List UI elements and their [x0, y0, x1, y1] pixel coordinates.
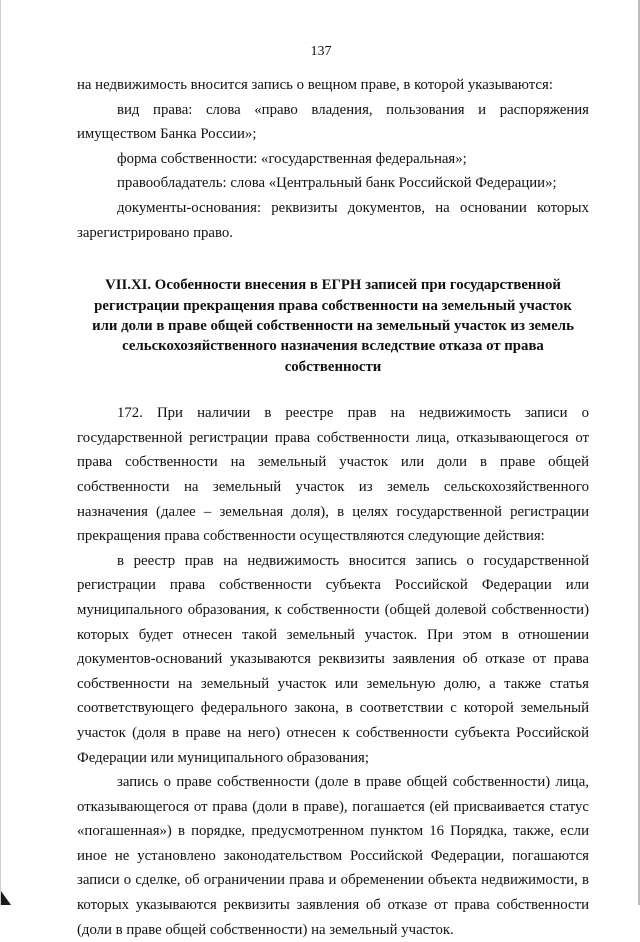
paragraph-record-cancellation: запись о праве собственности (доле в праве общей собственности) лица, отказывающегося от права (доли в праве), погашается (ей присваивается статус «погашенная») в порядке, предусмотренном пунктом 16 Порядка, также, если иное не установлено законодательством Российской Федерации, погашаются записи о сделке, об ограничении права и обременении объекта недвижимости, в которых указываются реквизиты заявления об отказе от права собственности (доли в праве общей собственности) на земельный участок. — [77, 774, 589, 938]
section-heading-line: регистрации прекращения права собственности на земельный участок — [94, 297, 572, 314]
section-heading — [77, 275, 589, 377]
page-content — [77, 73, 589, 942]
section-heading-line: собственности — [284, 358, 382, 375]
intro-item-right-holder: правообладатель: слова «Центральный банк Российской Федерации»; — [117, 175, 557, 192]
section-heading-line: VII.XI. Особенности внесения в ЕГРН записей при государственной — [105, 277, 561, 294]
section-heading-line: или доли в праве общей собственности на земельный участок из земель — [92, 317, 574, 334]
section-heading-line: сельскохозяйственного назначения вследствие отказа от права — [122, 338, 544, 355]
intro-item-ownership-form: форма собственности: «государственная федеральная»; — [117, 150, 467, 167]
paragraph-registry-entry: в реестр прав на недвижимость вносится запись о государственной регистрации права собственности субъекта Российской Федерации или муниципального образования, к собственности (общей долевой собственности) которых будет отнесен такой земельный участок. При этом в отношении документов-оснований указываются реквизиты заявления об отказе от права собственности на земельный участок или земельную долю, а также статья соответствующего федерального закона, в соответствии с которой земельный участок (доля в праве на него) отнесен к собственности субъекта Российской Федерации или муниципального образования; — [77, 552, 589, 766]
paragraph-172: 172. При наличии в реестре прав на недвижимость записи о государственной регистрации права собственности лица, отказывающегося от права собственности на земельный участок или доли в праве общей собственности на земельный участок из земель сельскохозяйственного назначения (далее – земельная доля), в целях государственной регистрации прекращения права собственности осуществляются следующие действия: — [77, 405, 589, 545]
intro-item-base-documents: документы-основания: реквизиты документов, на основании которых зарегистрировано право. — [77, 199, 589, 241]
intro-lead: на недвижимость вносится запись о вещном праве, в которой указываются: — [77, 77, 553, 93]
scan-corner-mark — [1, 891, 11, 905]
intro-item-right-type: вид права: слова «право владения, пользования и распоряжения имуществом Банка России»; — [77, 101, 589, 143]
page-number: 137 — [310, 44, 332, 59]
